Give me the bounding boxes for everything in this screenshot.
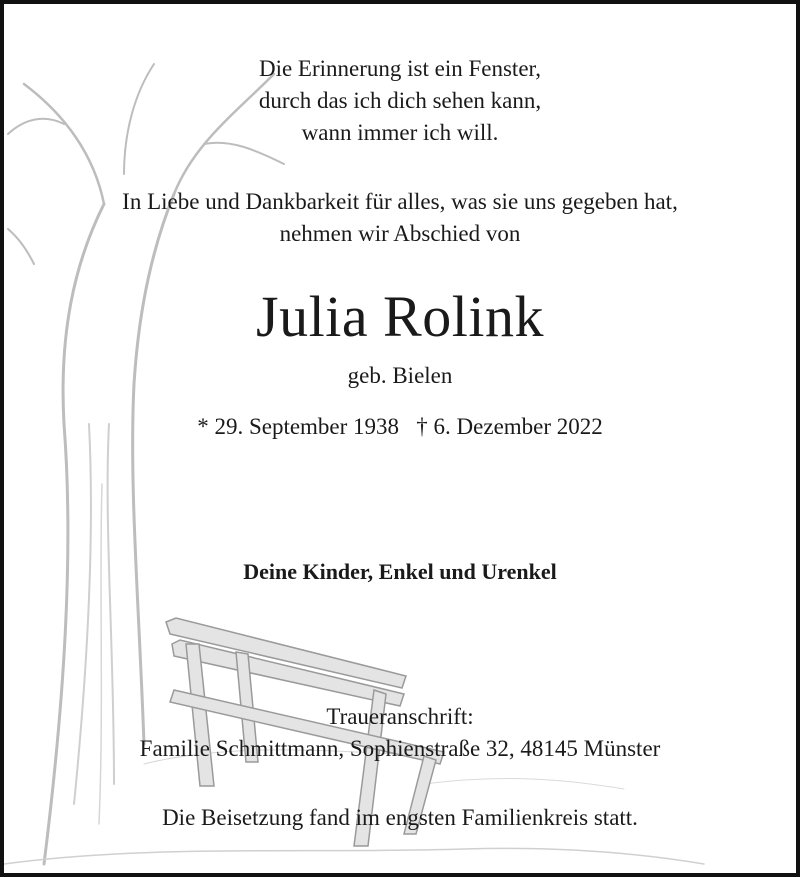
intro-line-2: nehmen wir Abschied von [279,221,521,246]
quote-line-1: Die Erinnerung ist ein Fenster, [258,56,542,81]
address-label: Traueranschrift: [326,704,474,729]
quote-line-2: durch das ich dich sehen kann, [258,88,542,113]
deceased-name: Julia Rolink [256,284,544,349]
mourners: Deine Kinder, Enkel und Urenkel [243,559,557,584]
quote-line-3: wann immer ich will. [301,120,499,145]
address-line: Familie Schmittmann, Sophienstraße 32, 48145 Münster [139,736,661,761]
life-dates: * 29. September 1938 † 6. Dezember 2022 [197,414,603,439]
burial-notice: Die Beisetzung fand im engsten Familienkreis statt. [162,805,638,830]
intro-line-1: In Liebe und Dankbarkeit für alles, was sie uns gegeben hat, [122,189,678,214]
maiden-name: geb. Bielen [347,363,453,388]
